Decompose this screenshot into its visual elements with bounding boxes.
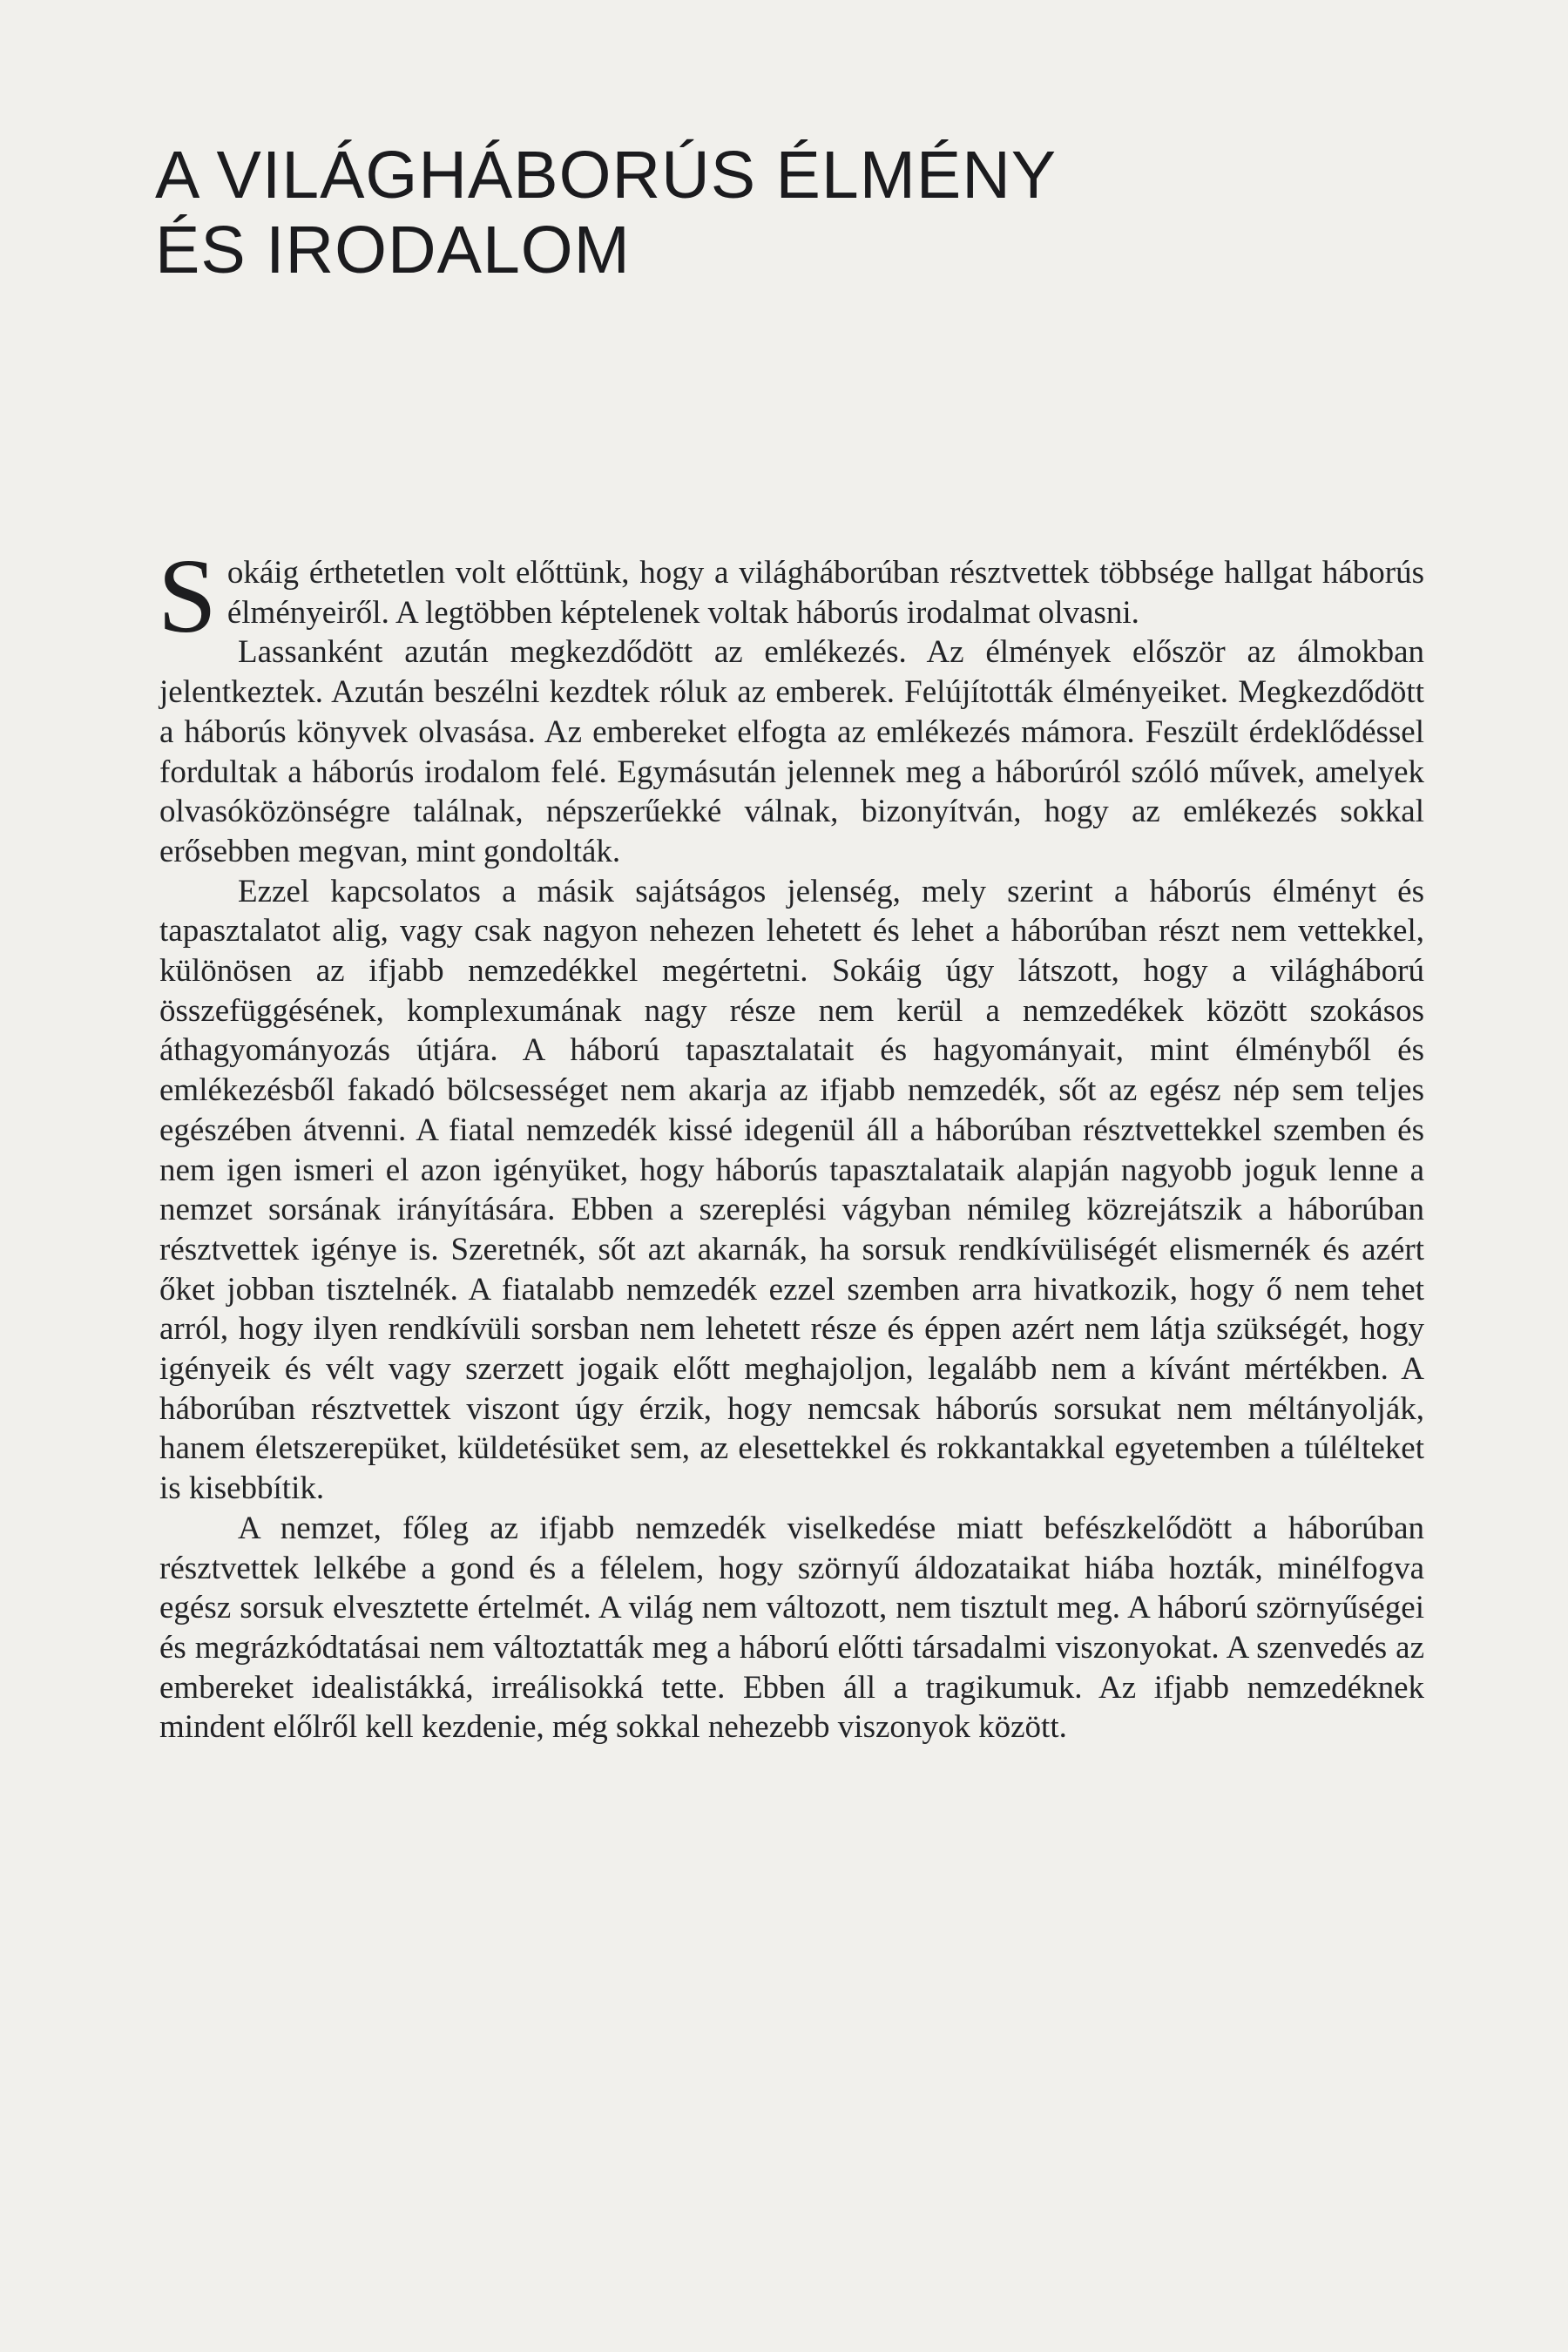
paragraph-4: A nemzet, főleg az ifjabb nemzedék viselkedése miatt befészkelődött a háborúban résztvettek lelkébe a gond és a félelem, hogy szörnyű áldozataikat hiába hozták, minélfogva egész sorsuk elvesztette értelmét. A világ nem változott, nem tisztult meg. A háború szörnyűségei és megrázkódtatásai nem változtatták meg a háború előtti társadalmi viszonyokat. A szenvedés az embereket idealistákká, irreálisokká tette. Ebben áll a tragikumuk. Az ifjabb nemzedéknek mindent előlről kell kezdenie, még sokkal nehezebb viszonyok között. [159,1510,1424,1746]
page-title [155,138,1200,287]
title-line-1: A VILÁGHÁBORÚS ÉLMÉNY [155,138,1058,213]
drop-cap: S [158,537,217,655]
paragraph-3: Ezzel kapcsolatos a másik sajátságos jelenség, mely szerint a háborús élményt és tapasztalatot alig, vagy csak nagyon nehezen lehetett és lehet a háborúban részt nem vettekkel, különösen az ifjabb nemzedékkel megértetni. Sokáig úgy látszott, hogy a világháború összefüggésének, komplexumának nagy része nem kerül a nemzedékek között szokásos áthagyományozás útjára. A háború tapasztalatait és hagyományait, mint élményből és emlékezésből fakadó bölcsességet nem akarja az ifjabb nemzedék, sőt az egész nép sem teljes egészében átvenni. A fiatal nemzedék kissé idegenül áll a háborúban résztvettekkel szemben és nem igen ismeri el azon igényüket, hogy háborús tapasztalataik alapján nagyobb joguk lenne a nemzet sorsának irányítására. Ebben a szereplési vágyban némileg közrejátszik a háborúban résztvettek igénye is. Szeretnék, sőt azt akarnák, ha sorsuk rendkívüliségét elismernék és azért őket jobban tisztelnék. A fiatalabb nemzedék ezzel szemben arra hivatkozik, hogy ő nem tehet arról, hogy ilyen rendkívüli sorsban nem lehetett része és éppen azért nem látja szükségét, hogy igényeik és vélt vagy szerzett jogaik előtt meghajoljon, legalább nem a kívánt mértékben. A háborúban résztvettek viszont úgy érzik, hogy nemcsak háborús sorsukat nem méltányolják, hanem életszerepüket, küldetésüket sem, az elesettekkel és rokkantakkal egyetemben a túlélteket is kisebbítik. [159,873,1424,1507]
title-line-2: ÉS IRODALOM [155,213,631,287]
paragraph-1-text: okáig érthetetlen volt előttünk, hogy a világháborúban résztvettek többsége hallgat háborús élményeiről. A legtöbben képtelenek voltak háborús irodalmat olvasni. [226,555,1424,631]
paragraph-2: Lassanként azután megkezdődött az emlékezés. Az élmények először az álmokban jelentkeztek. Azután beszélni kezdtek róluk az emberek. Felújították élményeiket. Megkezdődött a háborús könyvek olvasása. Az embereket elfogta az emlékezés mámora. Feszült érdeklődéssel fordultak a háborús irodalom felé. Egymásután jelennek meg a háborúról szóló művek, amelyek olvasóközönségre találnak, népszerűekké válnak, bizonyítván, hogy az emlékezés sokkal erősebben megvan, mint gondolták. [159,634,1424,869]
paragraph-1 [158,537,1424,655]
article-body [158,537,1424,1747]
